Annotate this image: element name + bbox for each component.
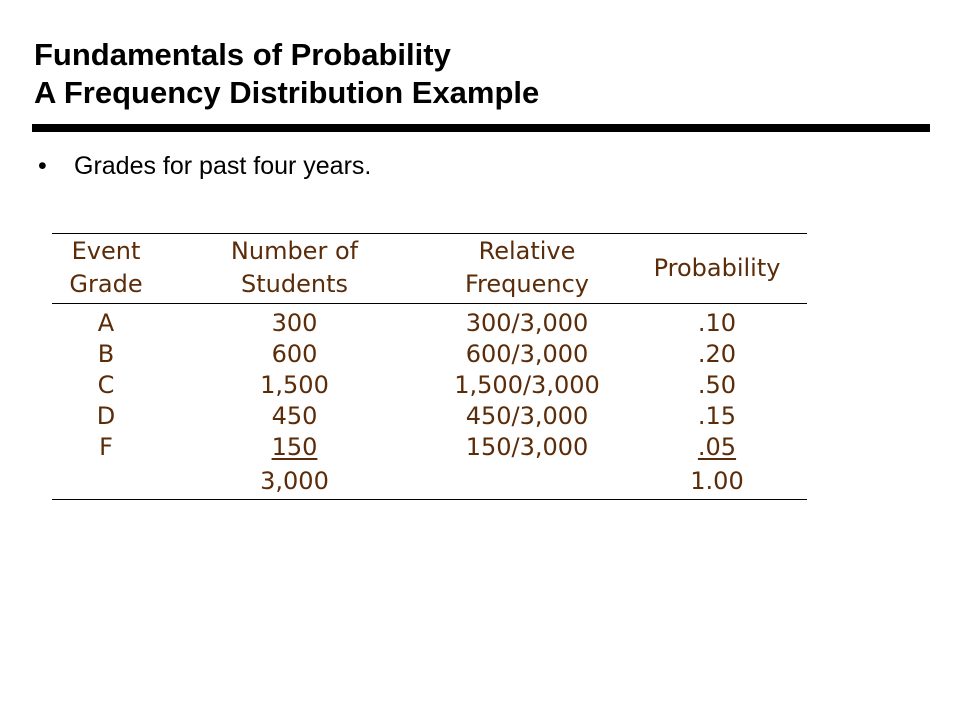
table-cell-relative-frequency: 600/3,000 bbox=[465, 340, 589, 368]
table-cell-probability: .15 bbox=[697, 402, 737, 430]
bullet-item bbox=[38, 150, 371, 182]
header-relative-frequency-line-1: Relative bbox=[478, 237, 576, 265]
total-probability: 1.00 bbox=[690, 467, 744, 495]
table-cell-grade: D bbox=[96, 402, 116, 430]
table-cell-probability bbox=[627, 431, 807, 463]
table-header-rule bbox=[52, 303, 807, 304]
title-divider bbox=[32, 124, 930, 132]
table-cell-relative-frequency: 300/3,000 bbox=[465, 309, 589, 337]
table-cell-relative-frequency: 150/3,000 bbox=[465, 433, 589, 461]
table-top-rule bbox=[52, 233, 807, 234]
table-cell-students: 300 bbox=[271, 309, 318, 337]
total-students: 3,000 bbox=[260, 467, 329, 495]
title-line-1: Fundamentals of Probability bbox=[34, 37, 451, 72]
table-cell-probability: .10 bbox=[697, 309, 737, 337]
table-cell-grade: A bbox=[97, 309, 115, 337]
table-cell-students: 450 bbox=[271, 402, 318, 430]
table-cell-students: 1,500 bbox=[260, 371, 329, 399]
table-cell-students bbox=[202, 431, 387, 463]
table-bottom-rule bbox=[52, 499, 807, 500]
slide-title bbox=[34, 36, 539, 112]
header-probability: Probability bbox=[653, 254, 781, 282]
title-line-2: A Frequency Distribution Example bbox=[34, 75, 540, 110]
table-cell-probability: .50 bbox=[697, 371, 737, 399]
table-cell-relative-frequency: 1,500/3,000 bbox=[454, 371, 600, 399]
table-cell-relative-frequency: 450/3,000 bbox=[465, 402, 589, 430]
header-relative-frequency-line-2: Frequency bbox=[465, 270, 589, 298]
header-students-line-2: Students bbox=[241, 270, 348, 298]
probability-underlined-value: .05 bbox=[697, 433, 737, 461]
frequency-table bbox=[52, 233, 807, 500]
table-cell-grade: F bbox=[99, 433, 113, 461]
table-cell-grade: B bbox=[97, 340, 115, 368]
table-cell-probability: .20 bbox=[697, 340, 737, 368]
table-cell-grade: C bbox=[97, 371, 115, 399]
table-cell-students: 600 bbox=[271, 340, 318, 368]
header-students-line-1: Number of bbox=[230, 237, 359, 265]
bullet-icon: • bbox=[38, 152, 47, 180]
header-event-grade-line-1: Event bbox=[71, 237, 141, 265]
students-underlined-value: 150 bbox=[271, 433, 318, 461]
header-event-grade-line-2: Grade bbox=[69, 270, 143, 298]
bullet-text: Grades for past four years. bbox=[74, 152, 372, 180]
